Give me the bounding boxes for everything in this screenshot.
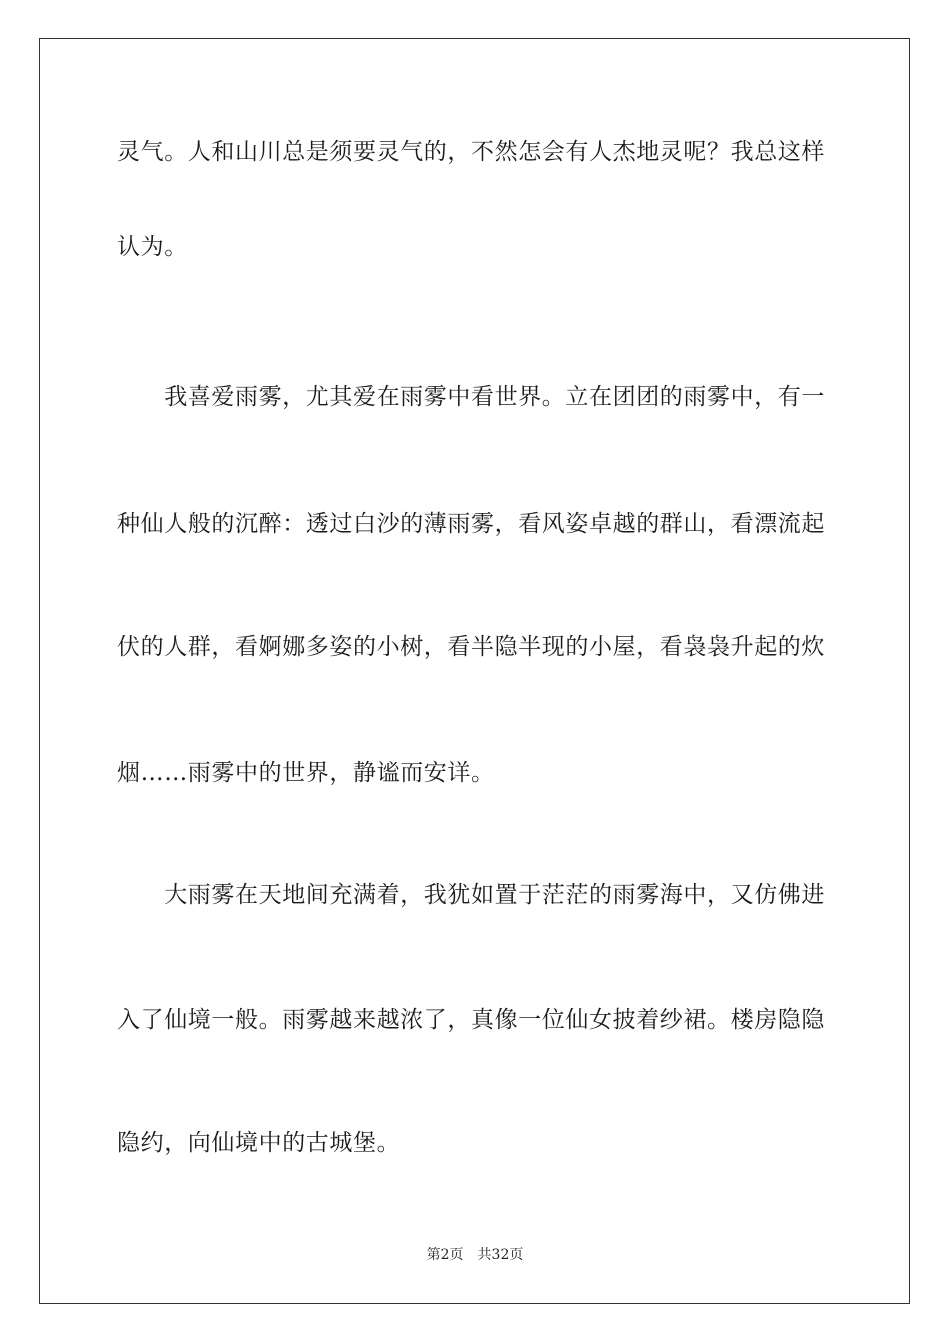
- page-total: 共32页: [477, 1247, 524, 1263]
- text-line: 灵气。人和山川总是须要灵气的，不然怎会有人杰地灵呢？我总这样: [117, 139, 825, 165]
- text-line: 伏的人群，看婀娜多姿的小树，看半隐半现的小屋，看袅袅升起的炊: [117, 634, 825, 660]
- text-line: 入了仙境一般。雨雾越来越浓了，真像一位仙女披着纱裙。楼房隐隐: [117, 1007, 825, 1033]
- page-footer: [0, 1245, 950, 1265]
- text-line: 烟……雨雾中的世界，静谧而安详。: [117, 760, 495, 786]
- text-line: 种仙人般的沉醉：透过白沙的薄雨雾，看风姿卓越的群山，看漂流起: [117, 511, 825, 537]
- text-line: 认为。: [117, 234, 188, 260]
- page-frame: [39, 38, 910, 1304]
- page-number: 第2页: [426, 1247, 464, 1263]
- text-line: 我喜爱雨雾，尤其爱在雨雾中看世界。立在团团的雨雾中，有一: [117, 384, 825, 410]
- text-line: 隐约，向仙境中的古城堡。: [117, 1130, 401, 1156]
- text-line: 大雨雾在天地间充满着，我犹如置于茫茫的雨雾海中，又仿佛进: [117, 882, 825, 908]
